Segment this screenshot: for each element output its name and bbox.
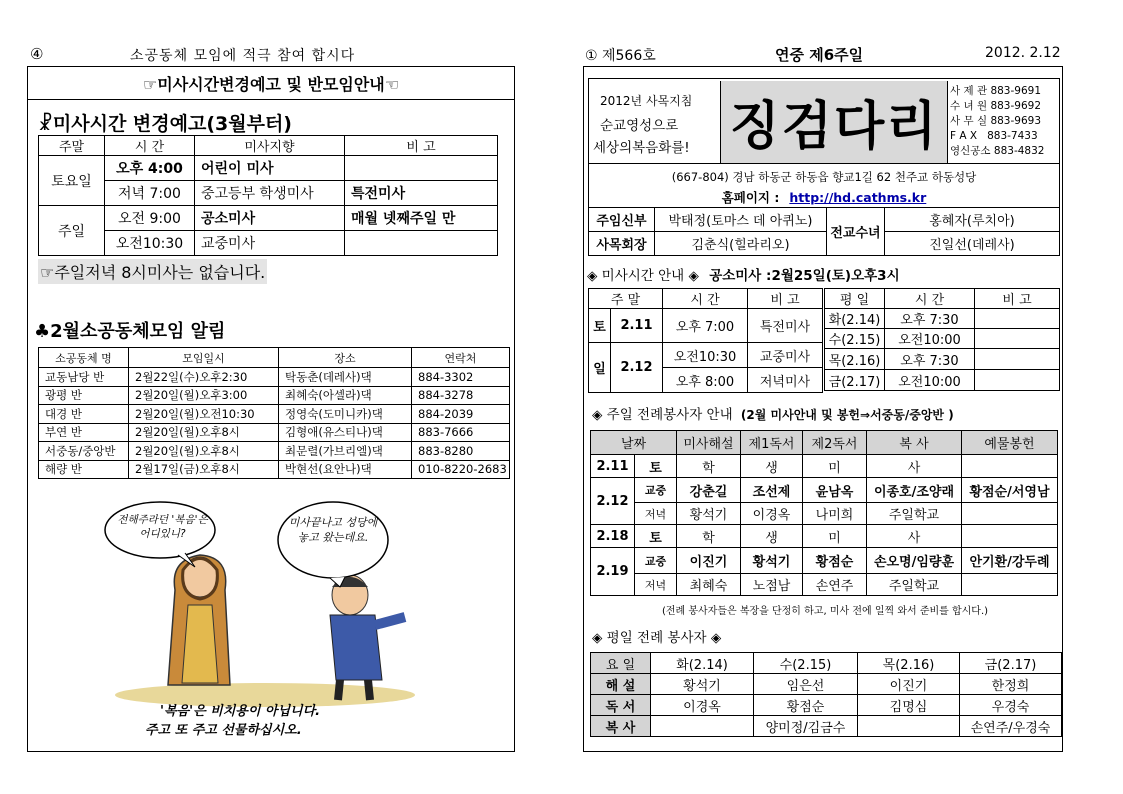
table-row — [39, 442, 510, 461]
table-row — [39, 460, 510, 479]
pastor-label: 주임신부 — [589, 208, 655, 232]
time-cell: 저녁 7:00 — [105, 181, 195, 206]
server-cell: 황석기 — [651, 674, 754, 695]
nun-name-2: 진일선(데레사) — [885, 232, 1060, 256]
phone-cell: 883-8280 — [412, 442, 510, 461]
role-cell: 독 서 — [591, 695, 651, 716]
weekend-day: 일 — [589, 343, 611, 393]
right-date: 2012. 2.12 — [985, 45, 1061, 61]
mass-time-title — [587, 264, 900, 284]
weekday-mass-table — [824, 288, 1060, 391]
cartoon-bubble-jesus: 전해주라던 '복음'은 어디있니? — [117, 514, 208, 540]
server-cell: 황석기 — [741, 548, 803, 574]
weekend-time: 오후 8:00 — [663, 368, 748, 393]
weekday-day: 수(2.15) — [825, 329, 885, 349]
table-row — [825, 349, 1060, 370]
left-banner-rule — [27, 99, 515, 100]
note-cell — [345, 231, 498, 256]
server-cell: 최혜숙 — [677, 574, 741, 596]
header-cell: 비 고 — [975, 289, 1060, 309]
server-cell: 황석기 — [677, 503, 741, 525]
server-cell: 강춘길 — [677, 478, 741, 503]
date-cell: 2월20일(월)오후3:00 — [129, 386, 279, 405]
type-cell: 토 — [635, 525, 677, 548]
date-cell: 2.18 — [591, 525, 635, 548]
server-cell: 주일학교 — [867, 503, 962, 525]
homepage-label: 홈페이지 : — [721, 190, 780, 205]
small-community-table — [38, 347, 510, 479]
table-row — [591, 548, 1058, 574]
weekday-day: 화(2.14) — [825, 309, 885, 329]
place-cell: 정영숙(도미니카)댁 — [279, 405, 412, 424]
server-cell — [962, 503, 1058, 525]
header-cell: 제2독서 — [803, 431, 867, 455]
header-cell: 시 간 — [885, 289, 975, 309]
type-cell: 토 — [635, 455, 677, 478]
type-cell: 저녁 — [635, 503, 677, 525]
weekday-day: 목(2.16) — [825, 349, 885, 370]
server-cell — [962, 574, 1058, 596]
table-row — [825, 309, 1060, 329]
table-row — [39, 206, 498, 231]
weekday-time: 오후 7:30 — [885, 309, 975, 329]
table-row — [589, 232, 1060, 256]
server-cell: 안기환/강두례 — [962, 548, 1058, 574]
header-cell: 목(2.16) — [858, 653, 960, 674]
day-cell: 주일 — [39, 206, 105, 256]
council-name: 김춘식(힐라리오) — [655, 232, 827, 256]
contact-fax: F A X 883-7433 — [950, 130, 1038, 142]
weekday-servers-table — [590, 652, 1062, 737]
server-cell: 나미희 — [803, 503, 867, 525]
server-cell: 김명심 — [858, 695, 960, 716]
weekend-time: 오전10:30 — [663, 343, 748, 368]
date-cell: 2월20일(월)오후8시 — [129, 442, 279, 461]
mission-mass-note: 공소미사 :2월25일(토)오후3시 — [709, 268, 900, 284]
weekend-time: 오후 7:00 — [663, 309, 748, 343]
server-cell — [962, 525, 1058, 548]
place-cell: 탁동춘(데레사)댁 — [279, 368, 412, 387]
contact-convent: 수 녀 원 883-9692 — [950, 100, 1041, 112]
cartoon-bubble-man: 미사끝나고 성당에 놓고 왔는데요. — [288, 516, 378, 544]
group-cell: 광평 반 — [39, 386, 129, 405]
note-cell: 매월 넷째주일 만 — [345, 206, 498, 231]
box-divider — [588, 163, 1060, 164]
table-row — [591, 653, 1062, 674]
staff-table — [588, 207, 1060, 256]
table-row — [39, 386, 510, 405]
server-cell: 황점순 — [754, 695, 858, 716]
place-cell: 김형애(유스티나)댁 — [279, 423, 412, 442]
council-label: 사목회장 — [589, 232, 655, 256]
note-cell: 특전미사 — [345, 181, 498, 206]
time-cell: 오후 4:00 — [105, 156, 195, 181]
intent-cell: 중고등부 학생미사 — [195, 181, 345, 206]
sunday-servers-title — [592, 403, 954, 423]
table-row — [589, 343, 823, 368]
header-cell: 예물봉헌 — [962, 431, 1058, 455]
server-cell: 윤남옥 — [803, 478, 867, 503]
server-cell: 손연주/우경숙 — [960, 716, 1062, 737]
table-row — [591, 525, 1058, 548]
header-cell: 시 간 — [663, 289, 748, 309]
server-cell: 양미정/김금수 — [754, 716, 858, 737]
right-issue-number: ① 제566호 — [585, 48, 656, 64]
group-cell: 서중동/중앙반 — [39, 442, 129, 461]
weekend-note: 교중미사 — [748, 343, 823, 368]
table-row — [591, 716, 1062, 737]
table-row — [825, 289, 1060, 309]
server-cell: 황점순 — [803, 548, 867, 574]
type-cell: 저녁 — [635, 574, 677, 596]
table-row — [591, 695, 1062, 716]
place-cell: 박현선(요안나)댁 — [279, 460, 412, 479]
type-cell: 교중 — [635, 478, 677, 503]
server-cell: 학 — [677, 455, 741, 478]
table-row — [825, 370, 1060, 391]
table-row — [39, 405, 510, 424]
server-cell — [962, 455, 1058, 478]
pastor-name: 박태정(토마스 데 아퀴노) — [655, 208, 827, 232]
left-page-number: ④ — [30, 45, 44, 63]
server-cell: 손오명/임량훈 — [867, 548, 962, 574]
header-cell: 요 일 — [591, 653, 651, 674]
date-cell: 2.11 — [591, 455, 635, 478]
table-row — [591, 574, 1058, 596]
header-cell: 주 말 — [589, 289, 663, 309]
header-cell: 제1독서 — [741, 431, 803, 455]
header-cell: 주말 — [39, 136, 105, 156]
newsletter-logo: 징검다리 — [729, 96, 939, 157]
phone-cell: 884-3302 — [412, 368, 510, 387]
date-cell: 2월17일(금)오후8시 — [129, 460, 279, 479]
weekend-mass-table — [588, 288, 823, 393]
header-cell: 화(2.14) — [651, 653, 754, 674]
homepage-link[interactable]: http://hd.cathms.kr — [789, 190, 927, 205]
table-row — [591, 455, 1058, 478]
mass-change-title: ☧미사시간 변경예고(3월부터) — [38, 113, 292, 135]
table-row — [39, 156, 498, 181]
table-row — [591, 674, 1062, 695]
server-cell: 이경옥 — [741, 503, 803, 525]
date-cell: 2.12 — [591, 478, 635, 525]
phone-cell: 884-2039 — [412, 405, 510, 424]
table-row — [39, 231, 498, 256]
place-cell: 최문렬(가브리엘)댁 — [279, 442, 412, 461]
group-cell: 대경 반 — [39, 405, 129, 424]
server-cell: 미 — [803, 455, 867, 478]
server-cell: 이경옥 — [651, 695, 754, 716]
mass-change-header-row — [39, 136, 498, 156]
server-cell: 노점남 — [741, 574, 803, 596]
guideline-year: 2012년 사목지침 — [600, 94, 693, 108]
guideline-line-2: 세상의복음화를! — [593, 140, 690, 156]
server-cell: 손연주 — [803, 574, 867, 596]
weekday-servers-title: ◈ 평일 전례 봉사자 ◈ — [592, 630, 722, 646]
group-cell: 부연 반 — [39, 423, 129, 442]
header-cell: 금(2.17) — [960, 653, 1062, 674]
phone-cell: 884-3278 — [412, 386, 510, 405]
header-cell: 수(2.15) — [754, 653, 858, 674]
mass-change-table — [38, 135, 498, 256]
right-week-title: 연중 제6주일 — [775, 46, 864, 64]
header-cell: 비 고 — [345, 136, 498, 156]
header-cell: 연락처 — [412, 348, 510, 368]
server-cell: 생 — [741, 525, 803, 548]
sunday-servers-table — [590, 430, 1058, 596]
weekday-time: 오후 7:30 — [885, 349, 975, 370]
weekend-date: 2.11 — [611, 309, 663, 343]
homepage-row — [588, 188, 1060, 206]
server-cell: 임은선 — [754, 674, 858, 695]
header-cell: 날짜 — [591, 431, 677, 455]
role-cell: 복 사 — [591, 716, 651, 737]
header-cell: 미사지향 — [195, 136, 345, 156]
header-cell: 장소 — [279, 348, 412, 368]
header-cell: 평 일 — [825, 289, 885, 309]
weekend-date: 2.12 — [611, 343, 663, 393]
group-cell: 해량 반 — [39, 460, 129, 479]
server-cell: 주일학교 — [867, 574, 962, 596]
server-cell: 사 — [867, 455, 962, 478]
contact-office: 사 무 실 883-9693 — [950, 115, 1041, 127]
time-cell: 오전 9:00 — [105, 206, 195, 231]
cartoon-caption-1: '복음'은 비치용이 아닙니다. — [160, 704, 321, 719]
server-cell: 미 — [803, 525, 867, 548]
table-row — [39, 368, 510, 387]
header-cell: 모임일시 — [129, 348, 279, 368]
server-cell: 우경숙 — [960, 695, 1062, 716]
intent-cell: 어린이 미사 — [195, 156, 345, 181]
weekend-day: 토 — [589, 309, 611, 343]
small-community-title: ♣2월소공동체모임 알림 — [34, 321, 226, 342]
weekend-note: 저녁미사 — [748, 368, 823, 393]
small-community-header-row — [39, 348, 510, 368]
place-cell: 최혜숙(아셀라)댁 — [279, 386, 412, 405]
note-cell — [345, 156, 498, 181]
header-cell: 소공동체 명 — [39, 348, 129, 368]
guideline-line-1: 순교영성으로 — [600, 118, 679, 134]
date-cell: 2.19 — [591, 548, 635, 596]
server-cell: 사 — [867, 525, 962, 548]
server-cell: 황점순/서영남 — [962, 478, 1058, 503]
table-row — [39, 423, 510, 442]
date-cell: 2월22일(수)오후2:30 — [129, 368, 279, 387]
contact-rectory: 사 제 관 883-9691 — [950, 85, 1041, 97]
contact-list — [950, 84, 1044, 159]
mass-time-heading: ◈ 미사시간 안내 ◈ — [587, 268, 699, 284]
contact-mission: 영신공소 883-4832 — [950, 145, 1045, 157]
header-cell: 복 사 — [867, 431, 962, 455]
header-cell: 미사해설 — [677, 431, 741, 455]
nun-name-1: 홍혜자(루치아) — [885, 208, 1060, 232]
date-cell: 2월20일(월)오후8시 — [129, 423, 279, 442]
weekday-day: 금(2.17) — [825, 370, 885, 391]
server-cell — [858, 716, 960, 737]
type-cell: 교중 — [635, 548, 677, 574]
intent-cell: 공소미사 — [195, 206, 345, 231]
left-header-slogan: 소공동체 모임에 적극 참여 합시다 — [130, 48, 356, 64]
day-cell: 토요일 — [39, 156, 105, 206]
server-cell: 이진기 — [858, 674, 960, 695]
cartoon-caption-2: 주고 또 주고 선물하십시오. — [145, 723, 302, 738]
table-row — [589, 289, 823, 309]
server-cell: 한정희 — [960, 674, 1062, 695]
table-row — [589, 208, 1060, 232]
date-cell: 2월20일(월)오전10:30 — [129, 405, 279, 424]
parish-address: (667-804) 경남 하동군 하동읍 향교1길 62 천주교 하동성당 — [671, 170, 977, 184]
sunday-servers-heading: ◈ 주일 전례봉사자 안내 — [592, 407, 733, 423]
table-row — [591, 503, 1058, 525]
no-evening-mass-notice: ☞주일저녁 8시미사는 없습니다. — [38, 259, 267, 284]
header-cell: 시 간 — [105, 136, 195, 156]
sunday-servers-footer: (전례 봉사자들은 복장을 단정히 하고, 미사 전에 일찍 와서 준비를 합시다.) — [661, 606, 989, 617]
server-cell: 학 — [677, 525, 741, 548]
group-cell: 교동남당 반 — [39, 368, 129, 387]
weekday-time: 오전10:00 — [885, 329, 975, 349]
weekday-time: 오전10:00 — [885, 370, 975, 391]
role-cell: 해 설 — [591, 674, 651, 695]
table-row — [39, 181, 498, 206]
server-cell: 생 — [741, 455, 803, 478]
intent-cell: 교중미사 — [195, 231, 345, 256]
weekend-note: 특전미사 — [748, 309, 823, 343]
time-cell: 오전10:30 — [105, 231, 195, 256]
left-banner: ☞미사시간변경예고 및 반모임안내☜ — [142, 75, 400, 94]
sunday-servers-note: (2월 미사안내 및 봉헌⇒서중동/중앙반 ) — [740, 408, 954, 422]
nun-label: 전교수녀 — [827, 208, 885, 256]
header-cell: 비 고 — [748, 289, 823, 309]
table-row — [591, 478, 1058, 503]
server-cell — [651, 716, 754, 737]
server-cell: 이진기 — [677, 548, 741, 574]
server-cell: 조선제 — [741, 478, 803, 503]
table-row — [591, 431, 1058, 455]
server-cell: 이종호/조양래 — [867, 478, 962, 503]
phone-cell: 010-8220-2683 — [412, 460, 510, 479]
phone-cell: 883-7666 — [412, 423, 510, 442]
table-row — [825, 329, 1060, 349]
cartoon — [100, 495, 440, 740]
table-row — [589, 309, 823, 343]
